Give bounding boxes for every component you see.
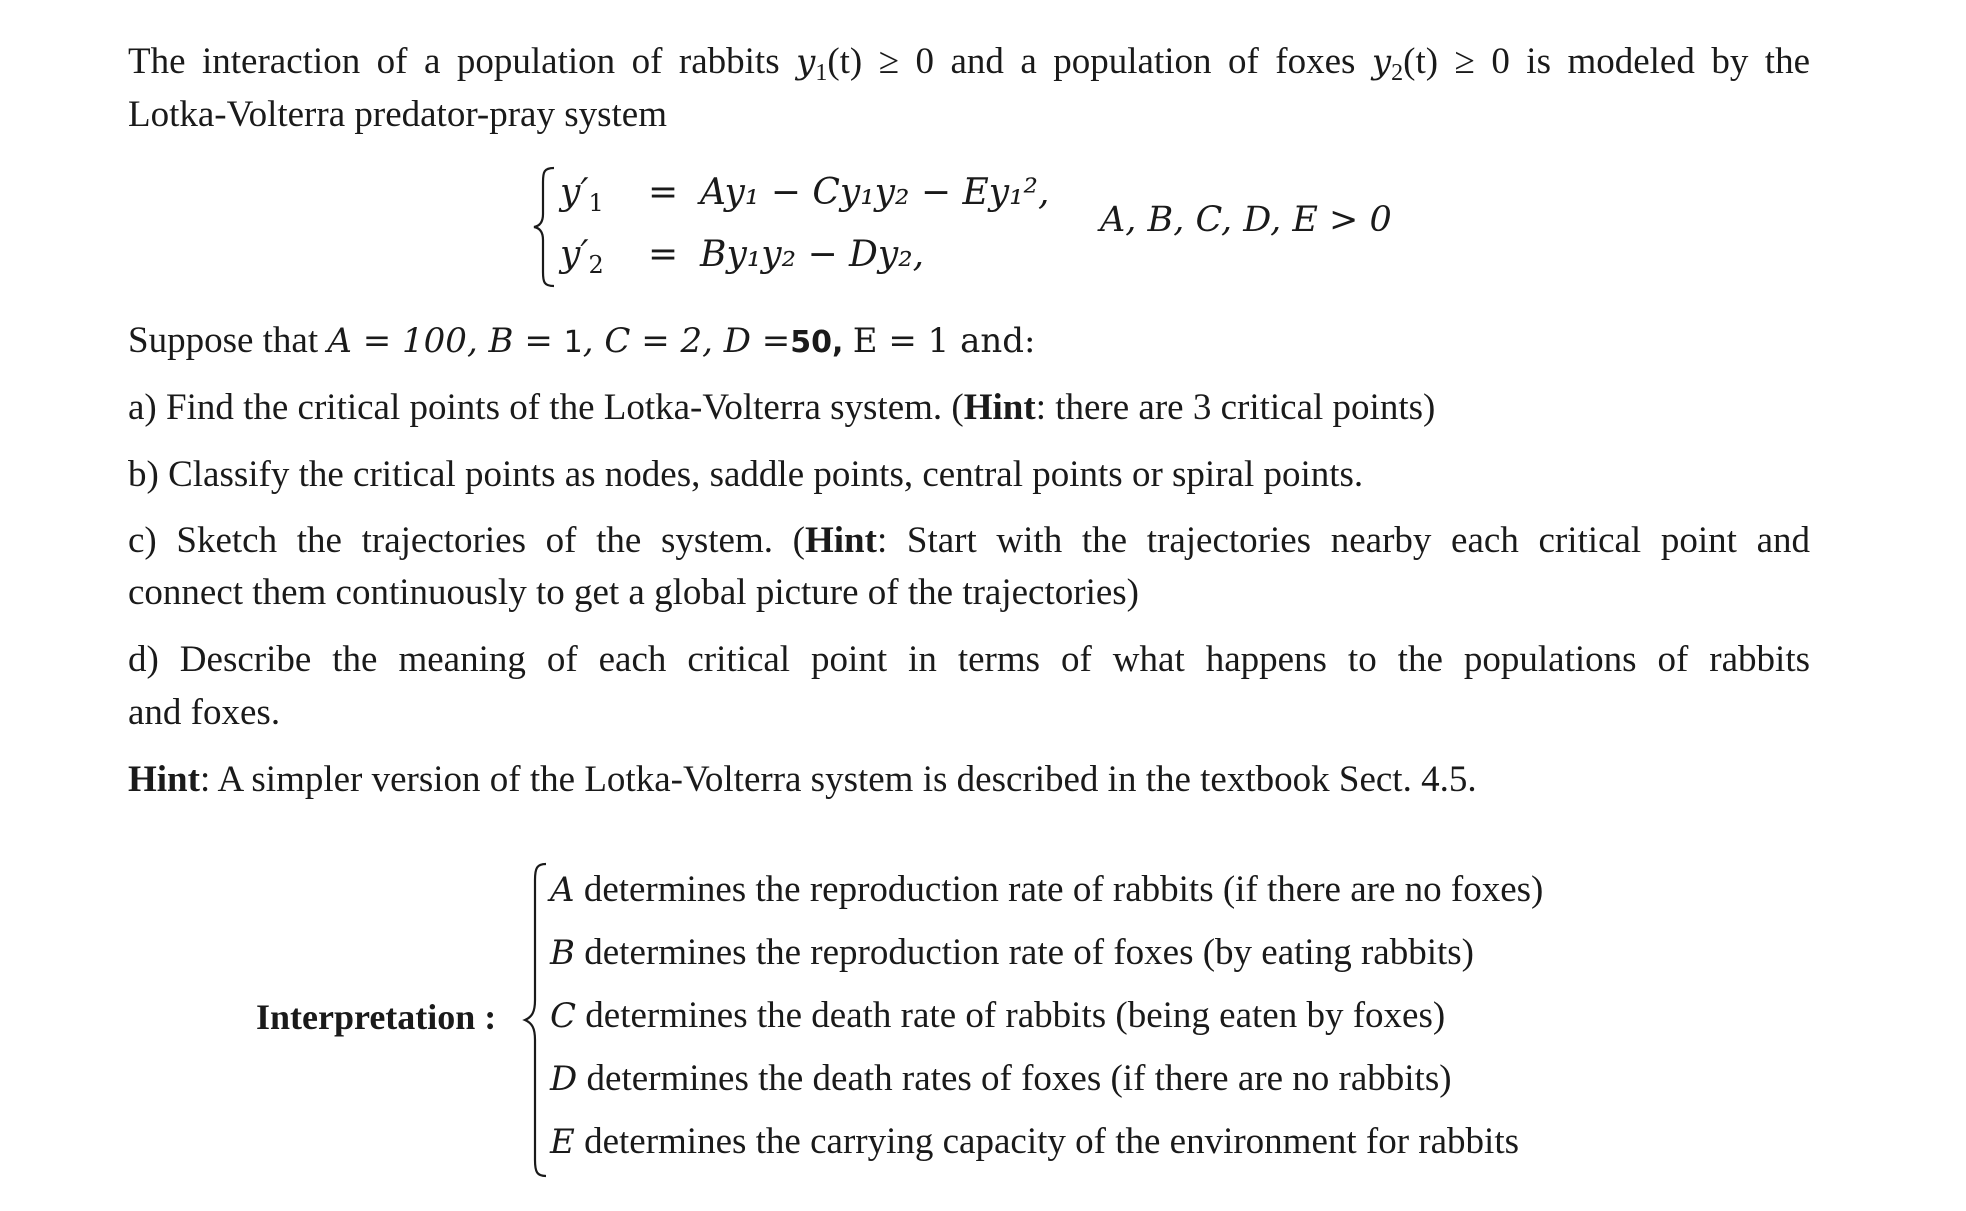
intro-line-2: Lotka-Volterra predator-pray system xyxy=(128,94,667,135)
subscript: 1 xyxy=(815,60,828,86)
intro-math-1: (t) ≥ 0 and a population of foxes xyxy=(827,41,1356,82)
intro-line-1 xyxy=(128,39,1810,96)
interp-var: D xyxy=(550,1059,578,1099)
interpretation-item xyxy=(550,1057,1452,1100)
hint-label: Hint xyxy=(963,387,1036,428)
interpretation-brace-icon xyxy=(520,860,550,1180)
interp-var: B xyxy=(550,933,575,973)
equation-row-1 xyxy=(560,172,1049,232)
question-d-line-2: and foxes. xyxy=(128,692,281,733)
d-value: 50, xyxy=(790,325,844,360)
suppose-rest-2: E = 1 and: xyxy=(852,321,1036,361)
question-c-pre: c) Sketch the trajectories of the system. ( xyxy=(128,520,805,561)
eq1-rhs: Ay₁ − Cy₁y₂ − Ey₁², xyxy=(700,172,1050,213)
subscript: 2 xyxy=(1391,60,1404,86)
equation-row-2 xyxy=(560,234,924,294)
suppose-prefix: Suppose that xyxy=(128,320,319,361)
left-brace-icon xyxy=(530,162,560,292)
eq2-equals: = xyxy=(648,234,679,275)
eq2-lhs: y′ xyxy=(560,234,589,275)
suppose-assign: A = 100, B = xyxy=(327,321,564,361)
question-c-line-1 xyxy=(128,518,1810,564)
equation-system xyxy=(530,162,1050,292)
question-d-line-1: d) Describe the meaning of each critical point in terms of what happens to the populations of rabbits xyxy=(128,639,1810,680)
eq1-lhs-sub: 1 xyxy=(588,189,604,217)
question-c-line-2: connect them continuously to get a global picture of the trajectories) xyxy=(128,572,1139,613)
interpretation-item xyxy=(550,931,1474,974)
hint-text: : A simpler version of the Lotka-Volterra system is described in the textbook Sect. 4.5. xyxy=(199,759,1477,800)
eq2-lhs-sub: 2 xyxy=(588,251,604,279)
eq1-equals: = xyxy=(648,172,679,213)
suppose-rest-1: , C = 2, D = xyxy=(582,321,791,361)
question-a xyxy=(128,385,1435,431)
interp-var: E xyxy=(550,1122,575,1162)
interp-text: determines the reproduction rate of rabbits (if there are no foxes) xyxy=(574,869,1544,910)
hint-line xyxy=(128,757,1477,803)
intro-math-2: (t) ≥ 0 is modeled by the xyxy=(1403,41,1811,82)
interpretation-item xyxy=(550,868,1543,911)
hint-label: Hint xyxy=(804,520,877,561)
question-c-post: : Start with the trajectories nearby each critical point and xyxy=(876,520,1810,561)
interp-text: determines the death rates of foxes (if there are no rabbits) xyxy=(577,1058,1452,1099)
interpretation-item xyxy=(550,994,1445,1037)
interp-var: A xyxy=(550,870,575,910)
question-a-text: a) Find the critical points of the Lotka-Volterra system. ( xyxy=(128,387,964,428)
interpretation-item xyxy=(550,1120,1519,1163)
suppose-line xyxy=(128,318,1035,366)
interpretation-label: Interpretation : xyxy=(256,997,497,1037)
b-value: 1 xyxy=(563,325,583,360)
eq1-lhs: y′ xyxy=(560,172,589,213)
var-y: y xyxy=(1371,42,1392,82)
eq2-rhs: By₁y₂ − Dy₂, xyxy=(700,234,925,275)
parameter-constraint: A, B, C, D, E > 0 xyxy=(1100,200,1392,240)
question-b: b) Classify the critical points as nodes, saddle points, central points or spiral points. xyxy=(128,454,1364,495)
intro-text-1: The interaction of a population of rabbits xyxy=(128,41,780,82)
interp-var: C xyxy=(550,996,577,1036)
interp-text: determines the reproduction rate of foxes (by eating rabbits) xyxy=(575,932,1474,973)
var-y: y xyxy=(796,42,816,82)
interp-text: determines the carrying capacity of the environment for rabbits xyxy=(574,1121,1519,1162)
question-a-hint: : there are 3 critical points) xyxy=(1035,387,1436,428)
hint-label: Hint xyxy=(128,759,200,800)
interp-text: determines the death rate of rabbits (being eaten by foxes) xyxy=(576,995,1446,1036)
